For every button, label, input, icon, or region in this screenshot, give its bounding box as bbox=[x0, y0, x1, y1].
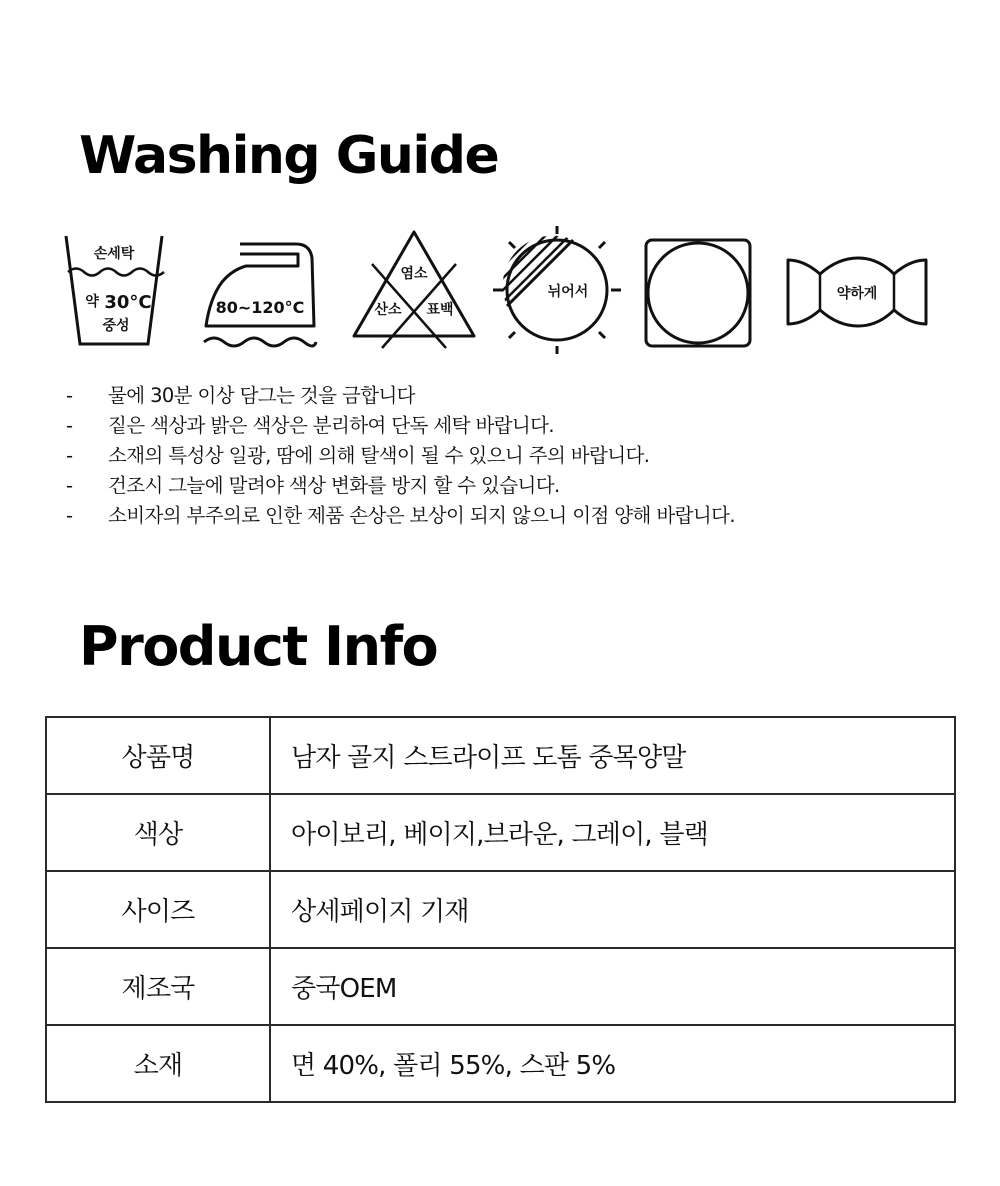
list-bullet: - bbox=[66, 504, 73, 527]
row-value-product-name: 남자 골지 스트라이프 도톰 중목양말 bbox=[270, 717, 955, 794]
table-row bbox=[46, 948, 955, 1025]
no-bleach-oxygen: 산소 bbox=[374, 302, 402, 318]
list-bullet: - bbox=[66, 474, 73, 497]
product-info-table bbox=[45, 716, 956, 1103]
shade-dry-label: 뉘어서 bbox=[547, 284, 589, 300]
hand-wash-icon bbox=[62, 232, 166, 350]
row-label-color: 색상 bbox=[46, 794, 270, 871]
row-label-origin: 제조국 bbox=[46, 948, 270, 1025]
hand-wash-temp: 30°C bbox=[104, 292, 152, 313]
gentle-wring-label: 약하게 bbox=[836, 286, 878, 302]
row-label-size: 사이즈 bbox=[46, 871, 270, 948]
hand-wash-strength: 약 bbox=[85, 294, 99, 310]
row-value-color: 아이보리, 베이지,브라운, 그레이, 블랙 bbox=[270, 794, 955, 871]
hand-wash-detergent: 중성 bbox=[102, 318, 130, 334]
note-text: 소재의 특성상 일광, 땀에 의해 탈색이 될 수 있으니 주의 바랍니다. bbox=[108, 444, 650, 467]
table-row bbox=[46, 717, 955, 794]
care-icons bbox=[0, 226, 1000, 356]
table-row bbox=[46, 1025, 955, 1102]
no-bleach-icon bbox=[350, 228, 478, 352]
row-value-material: 면 40%, 폴리 55%, 스판 5% bbox=[270, 1025, 955, 1102]
hand-wash-label: 손세탁 bbox=[93, 246, 135, 262]
row-value-size: 상세페이지 기재 bbox=[270, 871, 955, 948]
washing-guide-title: Washing Guide bbox=[79, 126, 499, 186]
row-label-product-name: 상품명 bbox=[46, 717, 270, 794]
shade-dry-icon bbox=[493, 226, 621, 350]
list-bullet: - bbox=[66, 444, 73, 467]
table-row bbox=[46, 871, 955, 948]
note-text: 건조시 그늘에 말려야 색상 변화를 방지 할 수 있습니다. bbox=[108, 474, 560, 497]
iron-temp: 80~120°C bbox=[215, 298, 305, 317]
table-row bbox=[46, 794, 955, 871]
gentle-wring-icon bbox=[786, 254, 928, 330]
row-label-material: 소재 bbox=[46, 1025, 270, 1102]
no-bleach-bleach: 표백 bbox=[426, 302, 454, 318]
no-bleach-chlorine: 염소 bbox=[400, 266, 428, 282]
note-text: 짙은 색상과 밝은 색상은 분리하여 단독 세탁 바랍니다. bbox=[108, 414, 555, 437]
list-bullet: - bbox=[66, 414, 73, 437]
product-info-title: Product Info bbox=[79, 615, 438, 678]
list-bullet: - bbox=[66, 384, 73, 407]
tumble-dry-icon bbox=[644, 238, 752, 348]
row-value-origin: 중국OEM bbox=[270, 948, 955, 1025]
iron-icon bbox=[200, 238, 318, 348]
note-text: 소비자의 부주의로 인한 제품 손상은 보상이 되지 않으니 이점 양해 바랍니다. bbox=[108, 504, 735, 527]
note-text: 물에 30분 이상 담그는 것을 금합니다 bbox=[108, 384, 415, 407]
